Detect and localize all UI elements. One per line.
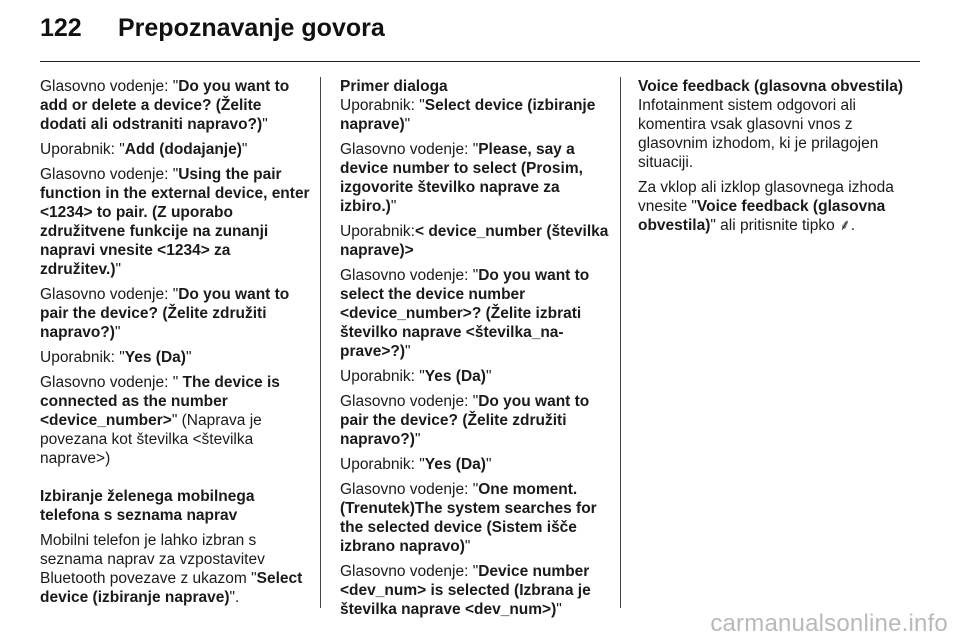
page-header [40, 14, 920, 43]
bold-text: Do you want to add or delete a device? (Želite dodati ali odstraniti napravo?) [40, 78, 290, 133]
paragraph [40, 165, 310, 279]
text: Glasovno vodenje: " [340, 141, 479, 158]
paragraph [340, 140, 612, 216]
bold-text: Voice feedback (glasovna obvestila) [638, 198, 886, 234]
bold-text: The device is connected as the number <device_number> [40, 374, 280, 429]
paragraph [40, 373, 310, 468]
paragraph [340, 77, 612, 134]
bold-text: Do you want to pair the device? (Želite združiti napravo?) [40, 286, 290, 341]
text: " [241, 141, 248, 158]
paragraph [340, 266, 612, 361]
paragraph [340, 392, 612, 449]
bold-text: Select device (izbiranje naprave) [340, 97, 596, 133]
bold-text: Yes (Da) [424, 368, 486, 385]
text: Uporabnik: " [340, 456, 425, 473]
text: Glasovno vodenje: " [340, 267, 479, 284]
paragraph [638, 77, 922, 172]
text: " [464, 538, 471, 555]
paragraph [40, 348, 310, 367]
text: ". [229, 589, 240, 606]
bold-text: Please, say a device number to select (Prosim, izgovorite številko naprave za izbiro.) [340, 141, 583, 215]
paragraph [340, 455, 612, 474]
paragraph [340, 562, 612, 619]
text: " (Naprava je povezana kot številka <številka naprave>) [40, 412, 262, 467]
bold-text: Using the pair function in the external device, enter <1234> to pair. (Z uporabo združitvene funkcije na zunanji napravi vnesite <1234> za združitev.) [40, 166, 310, 278]
text: " [485, 368, 492, 385]
column-middle [340, 77, 612, 625]
text: " [115, 261, 122, 278]
section-heading: Voice feedback (glasovna obvestila) [638, 78, 904, 95]
text: Glasovno vodenje: " [40, 166, 179, 183]
bold-text: One moment. (Trenutek)The system searches for the selected device (Sistem išče izbrano napravo) [340, 481, 597, 555]
text: " [556, 601, 562, 618]
text: Za vklop ali izklop glasovnega izhoda vnesite " [638, 179, 894, 215]
paragraph [40, 285, 310, 342]
paragraph [40, 140, 310, 159]
text: Mobilni telefon je lahko izbran s seznama naprav za vzpostavitev Bluetooth povezave z ukazom " [40, 532, 265, 587]
text: Glasovno vodenje: " [340, 393, 479, 410]
paragraph [340, 367, 612, 386]
bold-text: Izbiranje želenega mobilnega telefona s seznama naprav [40, 488, 255, 524]
bold-text: Do you want to pair the device? (Želite združiti napravo?) [340, 393, 590, 448]
bold-text: Yes (Da) [424, 456, 486, 473]
header-rule [40, 61, 920, 62]
text: " [262, 116, 268, 133]
paragraph [340, 222, 612, 260]
text: " [404, 116, 411, 133]
text: " [390, 198, 397, 215]
text: Uporabnik: " [40, 141, 125, 158]
text: Uporabnik: [340, 223, 415, 240]
bold-text: Do you want to select the device number <device_number>? (Želite izbrati številko naprave <številka_na‐prave>?) [340, 267, 590, 360]
paragraph [40, 487, 310, 525]
watermark: carmanualsonline.info [710, 610, 948, 637]
text: " [485, 456, 492, 473]
section-heading: Primer dialoga [340, 78, 448, 95]
text: Glasovno vodenje: " [40, 78, 179, 95]
text: Glasovno vodenje: " [340, 563, 479, 580]
bold-text: Device number <dev_num> is selected (Izbrana je številka naprave <dev_num>) [340, 563, 591, 618]
column-divider [320, 77, 321, 608]
text: " [114, 324, 121, 341]
text: Uporabnik: " [340, 368, 425, 385]
page-number: 122 [40, 14, 82, 42]
bold-text: Add (dodajanje) [124, 141, 242, 158]
text: " [405, 343, 411, 360]
column-right [638, 77, 922, 241]
talk-button-icon: ⸙ [839, 217, 851, 234]
text: Glasovno vodenje: " [40, 374, 183, 391]
text: . [850, 217, 856, 234]
bold-text: < device_number (številka naprave)> [340, 223, 609, 259]
text: Glasovno vodenje: " [40, 286, 179, 303]
column-divider [620, 77, 621, 608]
text: Glasovno vodenje: " [340, 481, 479, 498]
text: Uporabnik: " [40, 349, 125, 366]
paragraph [340, 480, 612, 556]
bold-text: Yes (Da) [124, 349, 186, 366]
text: Uporabnik: " [340, 97, 425, 114]
text: " [414, 431, 421, 448]
text: " [185, 349, 192, 366]
paragraph [40, 77, 310, 134]
bold-text: Select device (izbiranje naprave) [40, 570, 303, 606]
paragraph [638, 178, 922, 235]
text: Infotainment sistem odgovori ali komentira vsak glasovni vnos z glasovnim izhodom, ki je prilagojen situaciji. [638, 97, 879, 171]
page-title: Prepoznavanje govora [118, 14, 385, 42]
column-left [40, 77, 310, 613]
paragraph [40, 531, 310, 607]
text: " ali pritisnite tipko [710, 217, 840, 234]
